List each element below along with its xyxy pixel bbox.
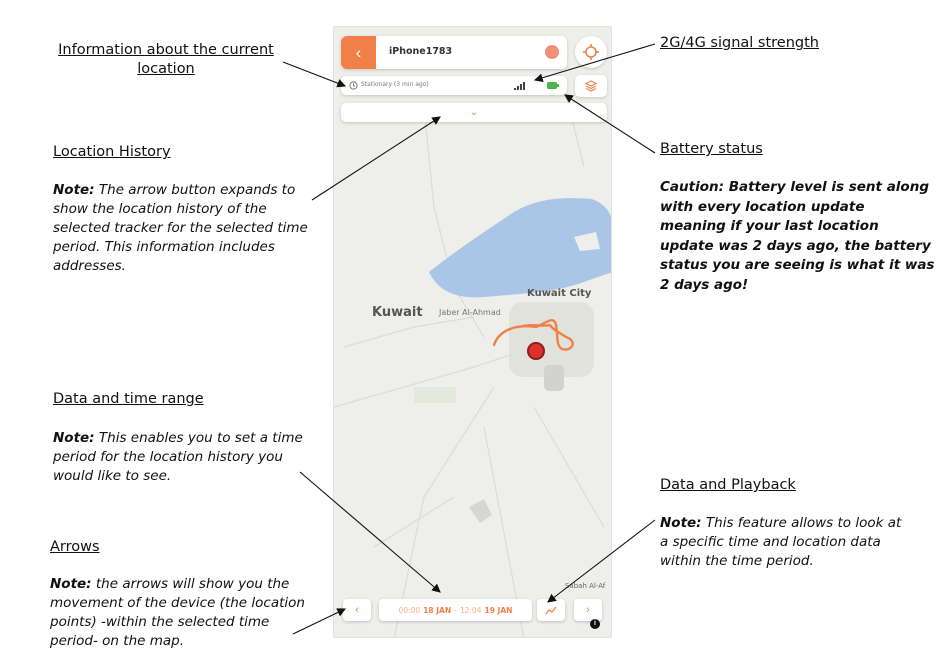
range-end-date: 19 JAN: [484, 605, 513, 615]
park-area: [414, 387, 456, 403]
annotation-playback-note: [660, 514, 910, 571]
annotation-history-note: [53, 181, 315, 276]
date-time-range-button[interactable]: [379, 599, 532, 621]
range-end-time: 12:04: [459, 605, 482, 615]
location-status-text: Stationary (3 min ago): [361, 81, 429, 88]
playback-chart-button[interactable]: [537, 599, 565, 621]
annotation-range-note: [53, 429, 315, 486]
note-label: Note:: [53, 182, 95, 198]
device-status-dot: [545, 45, 559, 59]
clock-icon: [349, 81, 358, 90]
map-layers-button[interactable]: [575, 75, 607, 97]
annotation-arrows-title: Arrows: [50, 539, 100, 555]
signal-strength-icon: [514, 82, 526, 90]
annotation-signal-title: 2G/4G signal strength: [660, 35, 819, 51]
info-icon[interactable]: i: [590, 619, 600, 629]
annotation-range-title: Data and time range: [53, 391, 204, 407]
locate-button[interactable]: [575, 36, 607, 68]
current-location-marker: [528, 343, 544, 359]
annotation-playback-title: Data and Playback: [660, 477, 796, 493]
expand-history-button[interactable]: [341, 103, 607, 122]
urban-area-3: [469, 499, 492, 523]
map-label-jaber: Jaber Al-Ahmad: [439, 308, 501, 317]
layers-icon: [585, 80, 597, 92]
range-start-time: 00:00: [398, 605, 421, 615]
chevron-left-icon: ‹: [355, 42, 362, 62]
note-label: Note:: [660, 515, 702, 531]
note-text: This feature allows to look at a specific time and location data within the time period.: [660, 515, 902, 569]
urban-area-2: [544, 365, 564, 391]
note-text: This enables you to set a time period for the location history you would like to see.: [53, 430, 303, 484]
note-label: Note:: [50, 576, 92, 592]
location-status-bar: [341, 76, 567, 95]
annotation-battery-title: Battery status: [660, 141, 763, 157]
note-text: The arrow button expands to show the location history of the selected tracker for the selected time period. This information includes addresses.: [53, 182, 308, 274]
battery-icon: [547, 82, 559, 89]
map-label-kuwait: Kuwait: [372, 305, 423, 320]
range-start-date: 18 JAN: [423, 605, 452, 615]
annotation-arrows-note: [50, 575, 318, 651]
back-button[interactable]: [341, 36, 376, 69]
next-point-button[interactable]: [574, 599, 602, 621]
phone-screen: [333, 26, 612, 638]
chevron-right-icon: ›: [586, 604, 590, 616]
range-separator: -: [454, 605, 457, 615]
chevron-left-icon: ‹: [355, 604, 359, 616]
annotation-current-location-title: Information about the current location: [58, 42, 274, 77]
device-name: iPhone1783: [389, 46, 453, 57]
map-label-kuwait-city: Kuwait City: [527, 288, 592, 299]
chevron-down-icon: ⌄: [469, 107, 479, 118]
trend-chart-icon: [545, 606, 557, 615]
annotation-history-title: Location History: [53, 144, 171, 160]
note-label: Note:: [53, 430, 95, 446]
previous-point-button[interactable]: [343, 599, 371, 621]
note-text: the arrows will show you the movement of the device (the location points) -within the selected time period- on the map.: [50, 576, 305, 649]
annotation-battery-caution: Caution: Battery level is sent along with every location update meaning if your last location update was 2 days ago, the battery status you are seeing is what it was 2 days ago!: [660, 179, 935, 293]
map-label-sabah: Sabah Al-Af: [565, 582, 606, 590]
crosshair-icon: [582, 43, 600, 61]
